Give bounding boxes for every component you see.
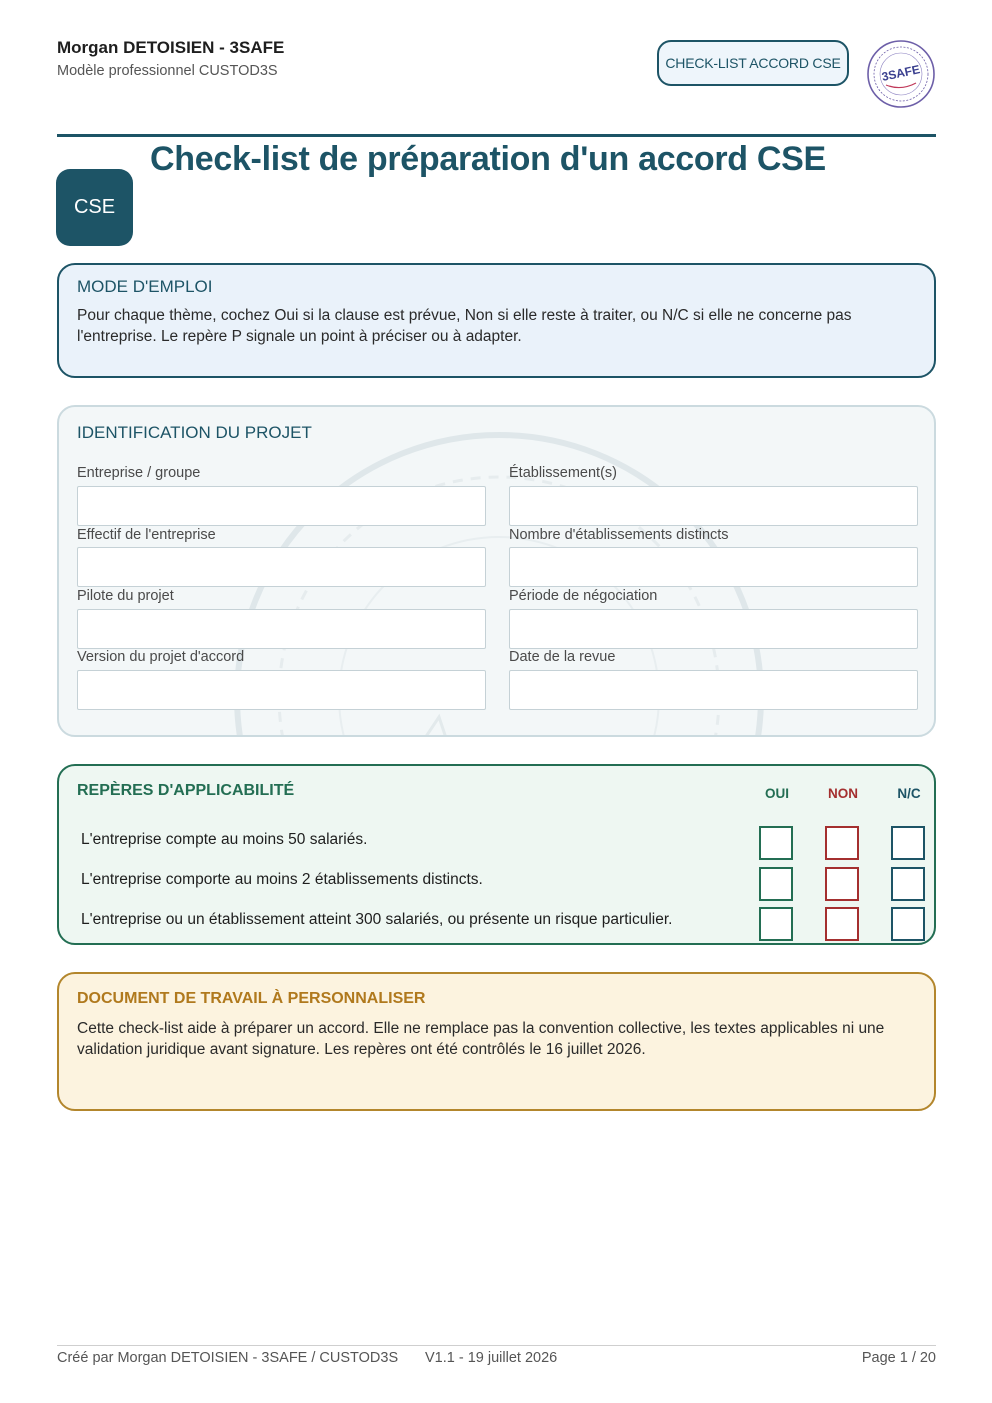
mode-emploi-heading: MODE D'EMPLOI [77,277,213,296]
applicabilite-row-text: L'entreprise compte au moins 50 salariés. [81,831,368,848]
applicabilite-heading: REPÈRES D'APPLICABILITÉ [77,782,295,799]
col-header-nc: N/C [897,786,921,801]
document-travail-panel [57,972,936,1111]
nb-etablissements-input[interactable] [509,547,918,587]
field-label-date-revue: Date de la revue [509,649,616,665]
field-label-pilote: Pilote du projet [77,588,174,604]
applicabilite-row-text: L'entreprise ou un établissement atteint 300 salariés, ou présente un risque particulier. [81,911,673,928]
row3-oui-checkbox[interactable] [759,907,793,941]
identification-panel [57,405,936,737]
date-revue-input[interactable] [509,670,918,710]
field-label-nb-etablissements: Nombre d'établissements distincts [509,527,729,543]
field-label-effectif: Effectif de l'entreprise [77,527,216,543]
row1-non-checkbox[interactable] [825,826,859,860]
row2-oui-checkbox[interactable] [759,867,793,901]
row1-nc-checkbox[interactable] [891,826,925,860]
row1-oui-checkbox[interactable] [759,826,793,860]
footer-credit: Créé par Morgan DETOISIEN - 3SAFE / CUSTOD3S [57,1350,399,1366]
company-seal-logo [866,39,936,109]
model-subtitle: Modèle professionnel CUSTOD3S [57,63,278,79]
section-badge: CSE [56,169,133,246]
mode-emploi-panel [57,263,936,378]
entreprise-input[interactable] [77,486,486,526]
author-name: Morgan DETOISIEN - 3SAFE [57,38,285,57]
applicabilite-panel [57,764,936,945]
footer-version: V1.1 - 19 juillet 2026 [425,1350,558,1366]
field-label-entreprise: Entreprise / groupe [77,465,201,481]
field-label-etablissements: Établissement(s) [509,465,617,481]
row3-nc-checkbox[interactable] [891,907,925,941]
col-header-oui: OUI [764,786,789,801]
field-label-version: Version du projet d'accord [77,649,245,665]
effectif-input[interactable] [77,547,486,587]
doc-tag-badge: CHECK-LIST ACCORD CSE [657,40,849,86]
mode-emploi-text: Pour chaque thème, cochez Oui si la clause est prévue, Non si elle reste à traiter, ou N/C si elle ne concerne pas l'entreprise. Le repère P signale un point à préciser ou à adapter. [77,307,852,345]
row3-non-checkbox[interactable] [825,907,859,941]
periode-input[interactable] [509,609,918,649]
row2-non-checkbox[interactable] [825,867,859,901]
row2-nc-checkbox[interactable] [891,867,925,901]
footer-rule [57,1345,936,1346]
seal-text: 3SAFE [880,62,922,84]
header-rule [57,134,936,137]
applicabilite-row-text: L'entreprise comporte au moins 2 établissements distincts. [81,871,483,888]
etablissements-input[interactable] [509,486,918,526]
version-input[interactable] [77,670,486,710]
col-header-non: NON [828,786,858,801]
identification-heading: IDENTIFICATION DU PROJET [77,423,312,442]
page-title: Check-list de préparation d'un accord CSE [150,140,826,178]
page-number: Page 1 / 20 [861,1350,936,1366]
field-label-periode: Période de négociation [509,588,658,604]
pilote-input[interactable] [77,609,486,649]
document-travail-text: Cette check-list aide à préparer un accord. Elle ne remplace pas la convention collective, les textes applicables ni une validation juridique avant signature. Les repères ont été contrôlés le 16 juillet 2026. [77,1020,885,1058]
document-travail-heading: DOCUMENT DE TRAVAIL À PERSONNALISER [77,990,426,1007]
